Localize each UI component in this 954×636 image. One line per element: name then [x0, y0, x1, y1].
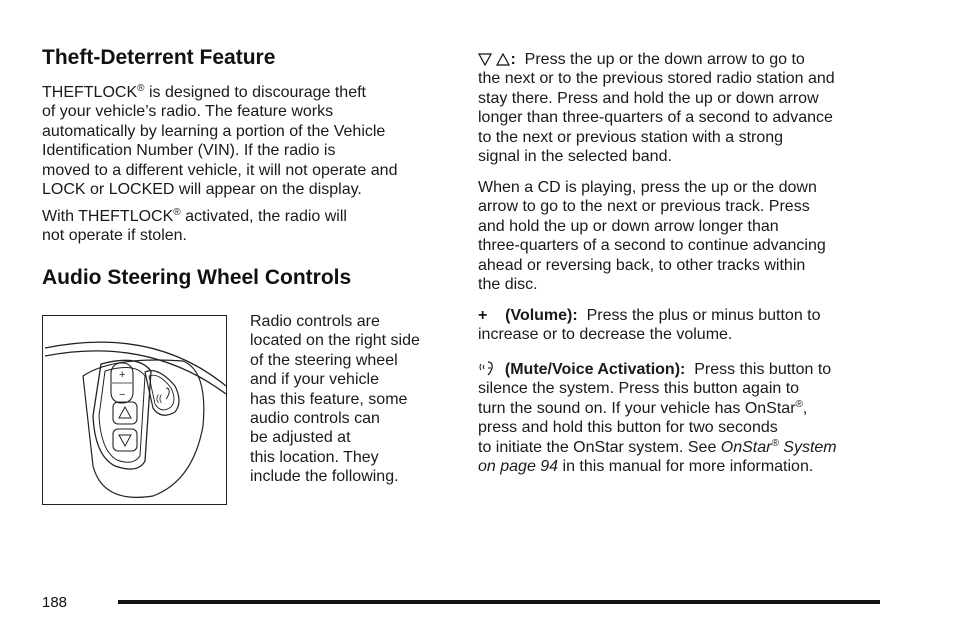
- steering-wheel-controls-illustration: [42, 315, 227, 505]
- registered-mark: ®: [771, 437, 779, 449]
- plus-label: +: [119, 369, 126, 381]
- mute-text: in this manual for more information.: [558, 458, 814, 476]
- radio-controls-line: this location. They: [250, 448, 379, 466]
- radio-controls-paragraph: [250, 312, 420, 487]
- volume-text: Press the plus or minus button to: [586, 307, 821, 324]
- arrows-text: stay there. Press and hold the up or down arrow: [478, 89, 819, 107]
- theftlock-paragraph: [42, 83, 397, 199]
- minus-label: −: [119, 389, 126, 401]
- svg-text:((: ((: [156, 393, 162, 403]
- arrows-text: longer than three-quarters of a second to advance: [478, 109, 833, 127]
- mute-paragraph: [478, 360, 837, 476]
- arrows-colon: :: [510, 51, 516, 68]
- theftlock-text: LOCK or LOCKED will appear on the display.: [42, 181, 362, 199]
- mute-voice-icon: [478, 360, 496, 376]
- volume-label: (Volume):: [505, 307, 578, 324]
- radio-controls-line: of the steering wheel: [250, 351, 398, 369]
- page-reference-link[interactable]: on page 94: [478, 458, 559, 476]
- theftlock-text: automatically by learning a portion of the Vehicle: [42, 122, 386, 140]
- cd-text: and hold the up or down arrow longer than: [478, 217, 779, 235]
- activated-text: With THEFTLOCK: [42, 208, 174, 225]
- cd-text: the disc.: [478, 276, 538, 294]
- mute-text: to initiate the OnStar system. See: [478, 438, 721, 456]
- theftlock-text: moved to a different vehicle, it will not operate and: [42, 161, 398, 179]
- cd-text: three-quarters of a second to continue advancing: [478, 237, 826, 255]
- mute-label: (Mute/Voice Activation):: [504, 361, 686, 378]
- theftlock-text: THEFTLOCK: [42, 84, 138, 101]
- down-arrow-icon: [478, 53, 492, 66]
- activated-text: activated, the radio will: [180, 208, 347, 225]
- arrows-text: Press the up or the down arrow to go to: [524, 51, 805, 68]
- radio-controls-line: and if your vehicle: [250, 371, 379, 389]
- theftlock-text: Identification Number (VIN). If the radio is: [42, 142, 336, 160]
- cd-paragraph: [478, 178, 826, 294]
- cd-text: When a CD is playing, press the up or the down: [478, 179, 817, 196]
- theft-deterrent-heading: Theft-Deterrent Feature: [42, 46, 276, 69]
- registered-mark: ®: [137, 83, 145, 94]
- mute-text: turn the sound on. If your vehicle has OnStar: [478, 399, 796, 417]
- volume-paragraph: [478, 306, 821, 345]
- registered-mark: ®: [173, 207, 181, 218]
- mute-text: silence the system. Press this button again to: [478, 380, 800, 398]
- steering-wheel-drawing: [43, 316, 228, 506]
- page-number: 188: [42, 594, 68, 611]
- footer-rule: [118, 600, 880, 604]
- radio-controls-line: located on the right side: [250, 332, 420, 350]
- audio-controls-heading: Audio Steering Wheel Controls: [42, 266, 352, 289]
- mute-text: press and hold this button for two seconds: [478, 419, 778, 437]
- up-arrow-icon: [496, 53, 510, 66]
- mute-text: ,: [802, 399, 808, 417]
- radio-controls-line: be adjusted at: [250, 429, 351, 447]
- activated-text: not operate if stolen.: [42, 227, 187, 245]
- arrows-text: to the next or previous station with a strong: [478, 128, 784, 146]
- plus-minus-symbol: +: [478, 307, 488, 324]
- arrows-text: the next or to the previous stored radio station and: [478, 70, 835, 88]
- theftlock-activated-paragraph: [42, 207, 347, 246]
- radio-controls-line: Radio controls are: [250, 313, 380, 330]
- theftlock-text: of your vehicle’s radio. The feature works: [42, 103, 334, 121]
- registered-mark: ®: [795, 398, 803, 410]
- theftlock-text: is designed to discourage theft: [144, 84, 366, 101]
- onstar-reference-link[interactable]: OnStar® System: [720, 437, 837, 456]
- arrows-paragraph: [478, 50, 835, 166]
- cd-text: ahead or reversing back, to other tracks within: [478, 256, 806, 274]
- radio-controls-line: has this feature, some: [250, 390, 408, 408]
- arrows-text: signal in the selected band.: [478, 148, 672, 166]
- mute-text: Press this button to: [694, 361, 832, 378]
- radio-controls-line: include the following.: [250, 468, 399, 486]
- radio-controls-line: audio controls can: [250, 410, 380, 428]
- cd-text: arrow to go to the next or previous track. Press: [478, 198, 810, 216]
- volume-text: increase or to decrease the volume.: [478, 326, 733, 344]
